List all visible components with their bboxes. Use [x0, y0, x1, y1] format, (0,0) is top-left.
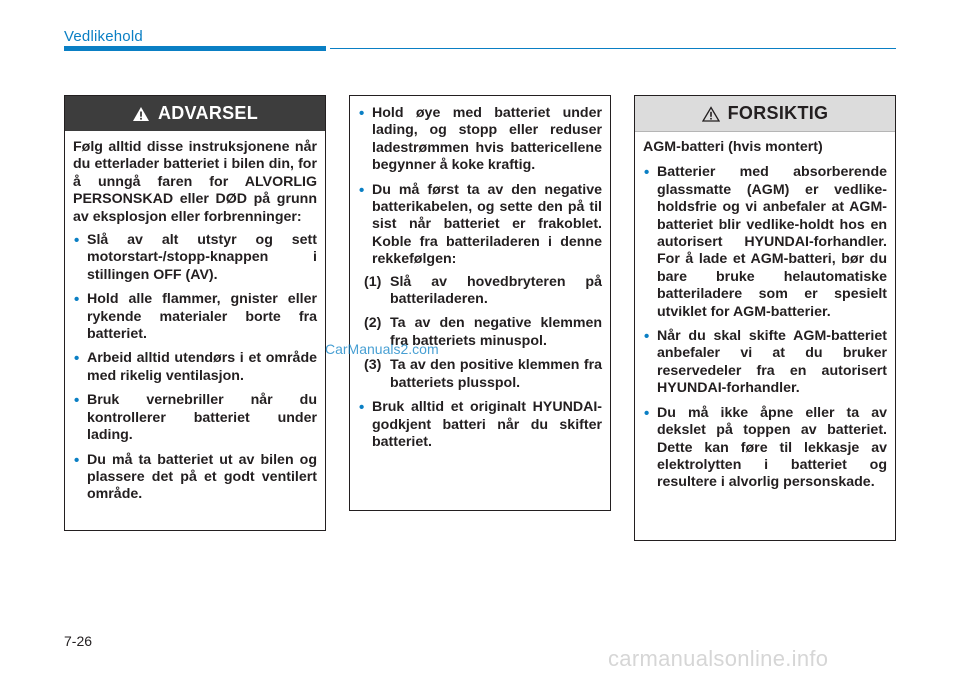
- warning-box-title: ADVARSEL: [157, 102, 259, 123]
- continuation-list: [358, 105, 602, 269]
- page-number: 7-26: [64, 633, 93, 649]
- caution-list: [643, 164, 887, 491]
- caution-box-title: FORSIKTIG: [727, 102, 829, 123]
- list-item: • Du må først ta av den negative batterikabelen, og sette den på til sist når batteriet er frakoblet. Koble fra batteriladeren i denne rekkefølgen:: [359, 181, 602, 268]
- watermark-text: CarManuals2.com: [325, 341, 439, 357]
- list-item: • Hold øye med batteriet under lading, og stopp eller reduser ladestrømmen hvis battericellene begynner å koke kraftig.: [359, 105, 602, 174]
- list-item: • Du må ta batteriet ut av bilen og plassere det på et godt ventilert område.: [74, 451, 317, 503]
- warning-box-header: [65, 96, 325, 131]
- list-item: • Du må ikke åpne eller ta av dekslet på toppen av batteriet. Dette kan føre til lekkasje av elektrolytten i batteriet og resultere i alvorlig personskade.: [644, 404, 887, 491]
- footer-watermark: carmanualsonline.info: [608, 646, 829, 671]
- list-item: • Bruk alltid et originalt HYUNDAI-godkjent batteri når du skifter batteriet.: [359, 399, 602, 450]
- header-rule-thick: [64, 46, 326, 51]
- list-item: • Slå av alt utstyr og sett motorstart-/stopp-knappen i stillingen OFF (AV).: [74, 232, 317, 283]
- section-title: Vedlikehold: [64, 28, 143, 45]
- warning-continuation-box: [349, 95, 611, 511]
- caution-box-header: [635, 96, 895, 132]
- list-item: • Batterier med absorberende glassmatte (AGM) er vedlike-holdsfrie og vi anbefaler at AGM-batteriet blir vedlike-holdt hos en autorisert HYUNDAI-forhandler. For å lade et AGM-batteri, bør du bare bruke helautomatiske batteriladere som er spesielt utviklet for AGM-batterier.: [644, 164, 887, 320]
- warning-intro: Følg alltid disse instruksjonene når du etterlader batteriet i bilen din, for å unngå faren for ALVORLIG PERSONSKAD eller DØD på grunn av eksplosjon eller forbrenninger:: [73, 139, 317, 225]
- list-item: • Arbeid alltid utendørs i et område med rikelig ventilasjon.: [74, 350, 317, 384]
- step-item: (3) Ta av den positive klemmen fra batteriets plusspol.: [364, 357, 602, 391]
- step-item: (1) Slå av hovedbryteren på batteriladeren.: [364, 273, 602, 308]
- caution-box: [634, 95, 896, 541]
- caution-subtitle: AGM-batteri (hvis montert): [643, 139, 823, 155]
- list-item: • Når du skal skifte AGM-batteriet anbefaler vi at du bruker reservedeler fra en autorisert HYUNDAI-forhandler.: [644, 328, 887, 397]
- warning-list: [73, 232, 317, 504]
- list-item: • Bruk vernebriller når du kontrollerer batteriet under lading.: [74, 392, 317, 444]
- warning-triangle-icon: [132, 106, 150, 122]
- warning-triangle-outline-icon: [702, 106, 720, 122]
- step-item: (2) Ta av den negative klemmen fra batteriets minuspol.: [364, 315, 602, 349]
- header-rule-thin: [330, 48, 896, 49]
- list-item: • Hold alle flammer, gnister eller rykende materialer borte fra batteriet.: [74, 291, 317, 343]
- warning-box: [64, 95, 326, 531]
